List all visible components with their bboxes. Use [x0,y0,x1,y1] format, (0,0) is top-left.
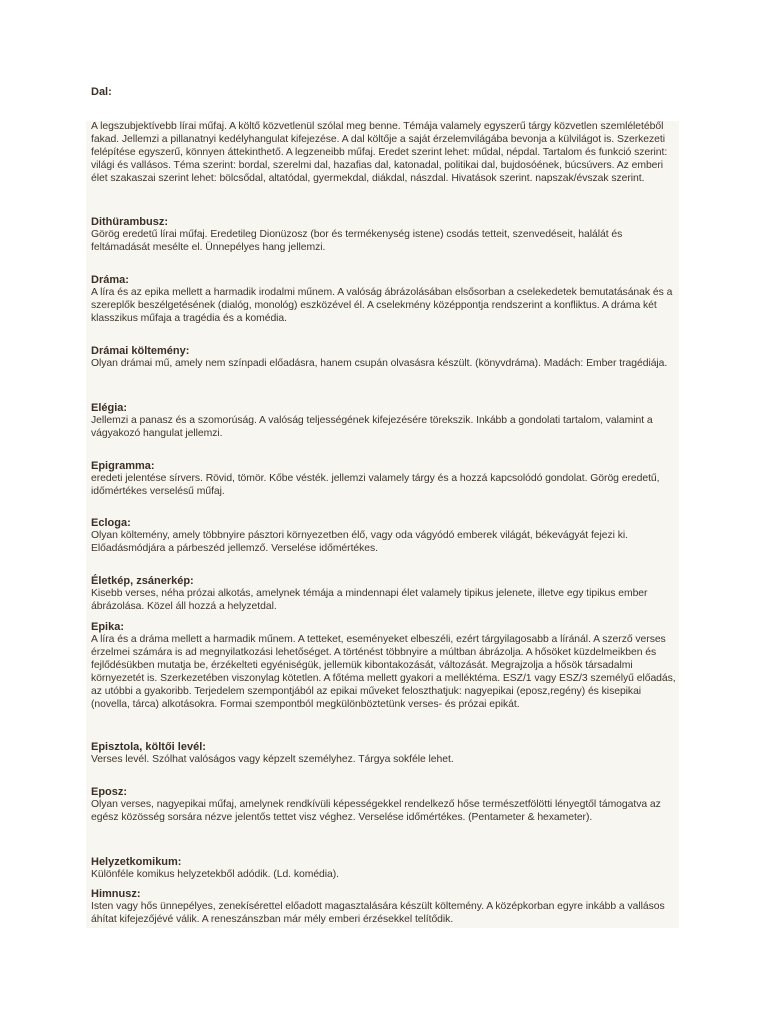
entry-term: Elégia: [91,402,128,414]
entry-term: Ecloga: [91,517,131,529]
entry-elegia [91,402,677,441]
entry-episztola [91,741,677,767]
entry-term: Himnusz: [91,888,141,900]
entry-definition-dal: A legszubjektívebb lírai műfaj. A költő közvetlenül szólal meg benne. Témája valamely egyszerű tárgy közvetlen szemléletéből fakad. Jellemzi a pillanatnyi kedélyhangulat kifejezése. A dal költője a saját érzelemvilágába bevonja a külvilágot is. Szerkezeti felépítése egyszerű, könnyen áttekinthető. A legzeneibb műfaj. Eredet szerint lehet: műdal, népdal. Tartalom és funkció szerint: világi és vallásos. Téma szerint: bordal, szerelmi dal, hazafias dal, katonadal, politikai dal, bujdosóének, búcsúvers. Az emberi élet szakaszai szerint lehet: bölcsődal, altatódal, gyermekdal, diákdal, nászdal. Hivatások szerint. napszak/évszak szerint. [91,121,668,184]
entry-term: Episztola, költői levél: [91,741,206,753]
entry-term: Helyzetkomikum: [91,856,182,868]
entry-definition: Különféle komikus helyzetekből adódik. (Ld. komédia). [91,869,340,880]
entry-term: Epigramma: [91,460,155,472]
entry-ecloga [91,517,677,556]
entry-epigramma [91,460,677,499]
entry-term: Eposz: [91,786,128,798]
entry-definition: Isten vagy hős ünnepélyes, zenekísérettel előadott magasztalására készült költemény. A középkorban egyre inkább a vallásos áhítat kifejezőjévé válik. A reneszánszban már mély emberi érzésekkel telítődik. [91,901,665,925]
entry-term: Drámai költemény: [91,345,190,357]
entry-dramai-koltemeny [91,345,677,371]
entry-definition: A líra és az epika mellett a harmadik irodalmi műnem. A valóság ábrázolásában elsősorban a cselekedetek bemutatásának és a szereplők beszélgetésének (dialóg, monológ) eszközével él. A cselekmény középpontja rendszerint a konfliktus. A dráma két klasszikus műfaja a tragédia és a komédia. [91,287,673,324]
entry-definition: Jellemzi a panasz és a szomorúság. A valóság teljességének kifejezésére törekszik. Inkább a gondolati tartalom, valamint a vágyakozó hangulat jellemzi. [91,415,653,439]
entry-term: Életkép, zsánerkép: [91,575,194,587]
entry-definition: Kisebb verses, néha prózai alkotás, amelynek témája a mindennapi élet valamely tipikus jelenete, illetve egy tipikus ember ábrázolása. Közel áll hozzá a helyzetdal. [91,588,648,612]
entry-helyzetkomikum [91,856,677,882]
entry-term: Epika: [91,621,125,633]
entry-definition: eredeti jelentése sírvers. Rövid, tömör. Kőbe vésték. jellemzi valamely tárgy és a hozzá kapcsolódó gondolat. Görög eredetű, időmértékes verselésű műfaj. [91,473,660,497]
entry-epika [91,621,677,711]
entry-dal [91,121,677,186]
content-block [86,121,679,928]
entry-term: Dithürambusz: [91,216,168,228]
entry-drama [91,274,677,326]
entry-term: Dráma: [91,274,129,286]
entry-definition: Olyan költemény, amely többnyire pásztori környezetben élő, vagy oda vágyódó emberek világát, békevágyát fejezi ki. Előadásmódjára a párbeszéd jellemző. Verselése időmértékes. [91,530,628,554]
entry-definition: Görög eredetű lírai műfaj. Eredetileg Dionüzosz (bor és termékenység istene) csodás tetteit, szenvedéseit, halálát és feltámadását mesélte el. Ünnepélyes hang jellemzi. [91,229,623,253]
entry-term-dal: Dal: [91,86,112,98]
entry-definition: Olyan verses, nagyepikai műfaj, amelynek rendkívüli képességekkel rendelkező hőse természetfölötti lényegtől támogatva az egész közösség sorsára nézve jelentős tettet visz véghez. Verselése időmértékes. (Pentameter & hexameter). [91,799,661,823]
entry-eposz [91,786,677,825]
entry-dithurambusz [91,216,677,255]
entry-definition: A líra és a dráma mellett a harmadik műnem. A tetteket, eseményeket elbeszéli, ezért tárgyilagosabb a líránál. A szerző verses érzelmei számára is ad megnyilatkozási lehetőséget. A történést többnyire a múltban ábrázolja. A hősöket küzdelmeikben és fejlődésükben mutatja be, érzékelteti egyéniségük, jellemük kibontakozását, változását. Megrajzolja a hősök társadalmi környezetét is. Szerkezetében viszonylag kötetlen. A főtéma mellett gyakori a melléktéma. ESZ/1 vagy ESZ/3 személyű előadás, az utóbbi a gyakoribb. Terjedelem szempontjából az epikai műveket feloszthatjuk: nagyepikai (eposz,regény) és kisepikai (novella, tárca) alkotásokra. Formai szempontból megkülönböztetünk verses- és prózai epikát. [91,634,676,710]
entry-eletkep [91,575,677,614]
entry-definition: Verses levél. Szólhat valóságos vagy képzelt személyhez. Tárgya sokféle lehet. [91,754,454,765]
entry-himnusz [91,888,677,927]
entry-definition: Olyan drámai mű, amely nem színpadi előadásra, hanem csupán olvasásra készült. (könyvdráma). Madách: Ember tragédiája. [91,358,668,369]
